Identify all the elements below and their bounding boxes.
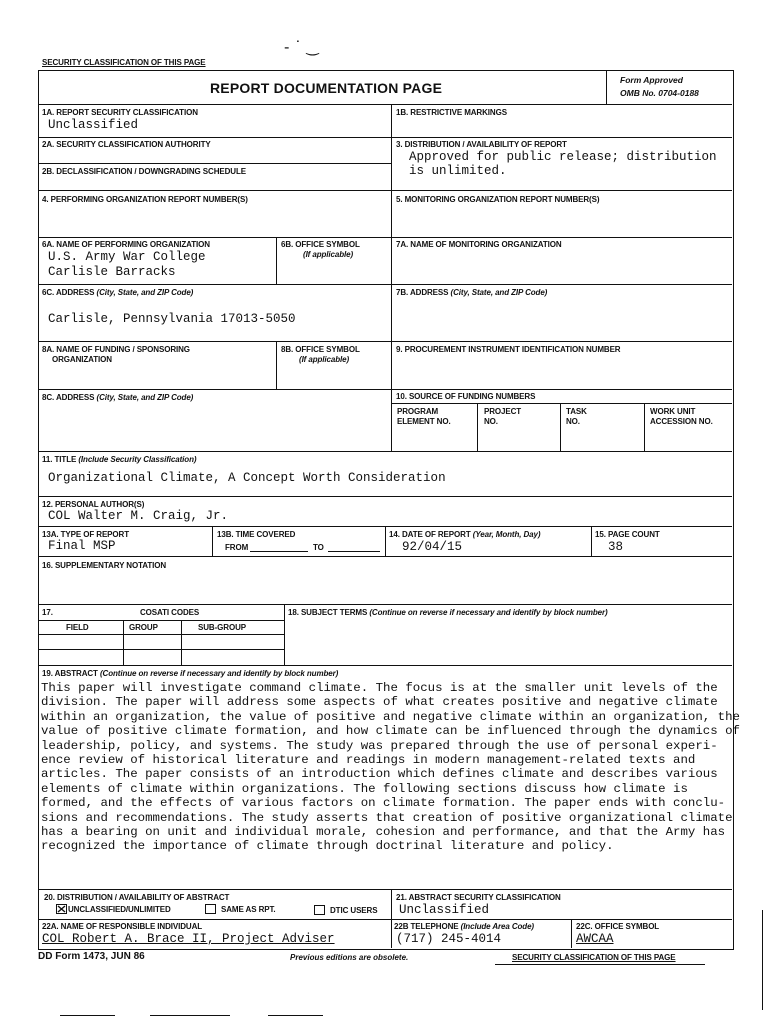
field-6c-label: 6C. ADDRESS (City, State, and ZIP Code) xyxy=(42,288,194,297)
field-7b-label: 7B. ADDRESS (City, State, and ZIP Code) xyxy=(396,288,548,297)
field-21-label: 21. ABSTRACT SECURITY CLASSIFICATION xyxy=(396,893,561,902)
field-20-option-dtic-users: DTIC USERS xyxy=(330,906,378,915)
abstract-line: value of positive climate formation, and how climate can be influenced through the dynamics of xyxy=(41,724,740,739)
unclassified-unlimited-checkbox[interactable] xyxy=(56,904,67,914)
field-13b-from-label: FROM xyxy=(225,543,249,552)
field-3-label: 3. DISTRIBUTION / AVAILABILITY OF REPORT xyxy=(396,140,567,149)
checkmark-icon xyxy=(57,905,66,913)
field-6b-sublabel: (If applicable) xyxy=(303,250,354,259)
abstract-line: has a bearing on unit and individual morale, cohesion and performance, and that the Army has xyxy=(41,825,726,840)
field-20-label: 20. DISTRIBUTION / AVAILABILITY OF ABSTRACT xyxy=(44,893,230,902)
field-10-project-label: PROJECT xyxy=(484,407,522,416)
field-17-cosati-label: COSATI CODES xyxy=(140,608,200,617)
field-22b-label: 22B TELEPHONE (Include Area Code) xyxy=(394,922,534,931)
field-10-task-label: TASK xyxy=(566,407,587,416)
abstract-line: formed, and the effects of various factors on climate formation. The paper ends with conclu- xyxy=(41,796,726,811)
previous-editions-note: Previous editions are obsolete. xyxy=(290,953,409,962)
field-5-label: 5. MONITORING ORGANIZATION REPORT NUMBER(S) xyxy=(396,195,600,204)
same-as-rpt-checkbox[interactable] xyxy=(205,904,216,914)
field-6c-value: Carlisle, Pennsylvania 17013-5050 xyxy=(48,312,296,326)
field-13b-to-label: TO xyxy=(313,543,324,552)
field-11-label: 11. TITLE (Include Security Classification) xyxy=(42,455,197,464)
field-6a-value-line2: Carlisle Barracks xyxy=(48,265,176,279)
footer-rule xyxy=(495,964,705,965)
field-22a-value: COL Robert A. Brace II, Project Adviser xyxy=(42,932,335,946)
field-13a-value: Final MSP xyxy=(48,539,116,553)
field-2b-label: 2B. DECLASSIFICATION / DOWNGRADING SCHEDULE xyxy=(42,167,247,176)
abstract-line: sions and recommendations. The study asserts that creation of positive organizational climate xyxy=(41,810,733,825)
abstract-line: This paper will investigate command climate. The focus is at the smaller unit levels of the xyxy=(41,681,718,695)
field-8c-label: 8C. ADDRESS (City, State, and ZIP Code) xyxy=(42,393,194,402)
abstract-line: articles. The paper consists of an introduction which defines climate and describes various xyxy=(41,767,718,782)
dtic-users-checkbox[interactable] xyxy=(314,905,325,915)
field-18-label: 18. SUBJECT TERMS (Continue on reverse if necessary and identify by block number) xyxy=(288,608,608,617)
field-10-program-label: PROGRAM xyxy=(397,407,439,416)
footer-security-classification: SECURITY CLASSIFICATION OF THIS PAGE xyxy=(512,953,676,962)
field-6a-value-line1: U.S. Army War College xyxy=(48,250,206,264)
abstract-line: ence review of historical literature and readings in modern management-related texts and xyxy=(41,753,696,768)
field-13b-to-line xyxy=(328,551,380,552)
field-4-label: 4. PERFORMING ORGANIZATION REPORT NUMBER(S) xyxy=(42,195,248,204)
field-14-label: 14. DATE OF REPORT (Year, Month, Day) xyxy=(389,530,541,539)
abstract-line: recognized the importance of climate through doctrinal literature and policy. xyxy=(41,839,614,854)
field-12-label: 12. PERSONAL AUTHOR(S) xyxy=(42,500,145,509)
field-7a-label: 7A. NAME OF MONITORING ORGANIZATION xyxy=(396,240,562,249)
field-12-author-value: COL Walter M. Craig, Jr. xyxy=(48,509,229,523)
field-8b-sublabel: (If applicable) xyxy=(299,355,350,364)
field-13b-label: 13B. TIME COVERED xyxy=(217,530,296,539)
bottom-scan-mark xyxy=(150,1015,230,1016)
form-approved-label: Form Approved xyxy=(620,75,683,85)
form-identifier: DD Form 1473, JUN 86 xyxy=(38,951,145,962)
field-8a-label-line2: ORGANIZATION xyxy=(52,355,112,364)
field-11-title-value: Organizational Climate, A Concept Worth Consideration xyxy=(48,471,446,485)
field-10-workunit-label: WORK UNIT xyxy=(650,407,696,416)
field-22a-label: 22A. NAME OF RESPONSIBLE INDIVIDUAL xyxy=(42,922,203,931)
omb-number: OMB No. 0704-0188 xyxy=(620,88,699,98)
field-21-value: Unclassified xyxy=(399,903,490,917)
field-1b-label: 1B. RESTRICTIVE MARKINGS xyxy=(396,108,507,117)
field-17-label: 17. xyxy=(42,608,53,617)
field-15-label: 15. PAGE COUNT xyxy=(595,530,660,539)
field-10-task-label-line2: NO. xyxy=(566,417,580,426)
handwritten-mark: - ˙ ‿ xyxy=(284,38,319,56)
field-17-subgroup-header: SUB-GROUP xyxy=(198,623,246,632)
field-3-value-line1: Approved for public release; distribution xyxy=(409,150,717,164)
field-20-option-same-as-rpt: SAME AS RPT. xyxy=(221,905,276,914)
field-3-value-line2: is unlimited. xyxy=(409,164,507,178)
field-20-option-unclassified: UNCLASSIFIED/UNLIMITED xyxy=(68,905,171,914)
abstract-line: division. The paper will address some aspects of what creates positive and negative climate xyxy=(41,695,718,710)
field-15-page-count-value: 38 xyxy=(608,540,624,554)
field-10-workunit-label-line2: ACCESSION NO. xyxy=(650,417,713,426)
field-8b-label: 8B. OFFICE SYMBOL xyxy=(281,345,360,354)
field-8a-label: 8A. NAME OF FUNDING / SPONSORING xyxy=(42,345,190,354)
field-1a-label: 1A. REPORT SECURITY CLASSIFICATION xyxy=(42,108,198,117)
security-classification-header-label: SECURITY CLASSIFICATION OF THIS PAGE xyxy=(42,58,206,67)
field-19-label: 19. ABSTRACT (Continue on reverse if necessary and identify by block number) xyxy=(42,669,339,678)
field-10-project-label-line2: NO. xyxy=(484,417,498,426)
page-edge-mark xyxy=(762,910,763,1010)
abstract-line: leadership, policy, and systems. The study was prepared through the use of personal experi- xyxy=(41,738,718,753)
bottom-scan-mark xyxy=(60,1015,115,1016)
field-10-label: 10. SOURCE OF FUNDING NUMBERS xyxy=(396,392,536,401)
field-6a-label: 6A. NAME OF PERFORMING ORGANIZATION xyxy=(42,240,210,249)
abstract-text xyxy=(41,681,740,854)
field-22c-label: 22C. OFFICE SYMBOL xyxy=(576,922,660,931)
field-16-label: 16. SUPPLEMENTARY NOTATION xyxy=(42,561,167,570)
field-13b-from-line xyxy=(250,551,308,552)
field-22b-value: (717) 245-4014 xyxy=(396,932,502,946)
abstract-line: elements of climate within organizations. The following sections discuss how climate is xyxy=(41,781,688,796)
field-14-date-value: 92/04/15 xyxy=(402,540,463,554)
field-10-program-label-line2: ELEMENT NO. xyxy=(397,417,451,426)
field-13a-label: 13A. TYPE OF REPORT xyxy=(42,530,130,539)
field-2a-label: 2A. SECURITY CLASSIFICATION AUTHORITY xyxy=(42,140,211,149)
field-22c-value: AWCAA xyxy=(576,932,614,946)
field-1a-value: Unclassified xyxy=(48,118,139,132)
field-9-label: 9. PROCUREMENT INSTRUMENT IDENTIFICATION NUMBER xyxy=(396,345,621,354)
field-17-field-header: FIELD xyxy=(66,623,89,632)
form-title: REPORT DOCUMENTATION PAGE xyxy=(210,80,443,96)
field-17-group-header: GROUP xyxy=(129,623,158,632)
abstract-line: within an organization, the value of positive and negative climate within an organization, the xyxy=(41,709,740,724)
bottom-scan-mark xyxy=(268,1015,323,1016)
field-6b-label: 6B. OFFICE SYMBOL xyxy=(281,240,360,249)
